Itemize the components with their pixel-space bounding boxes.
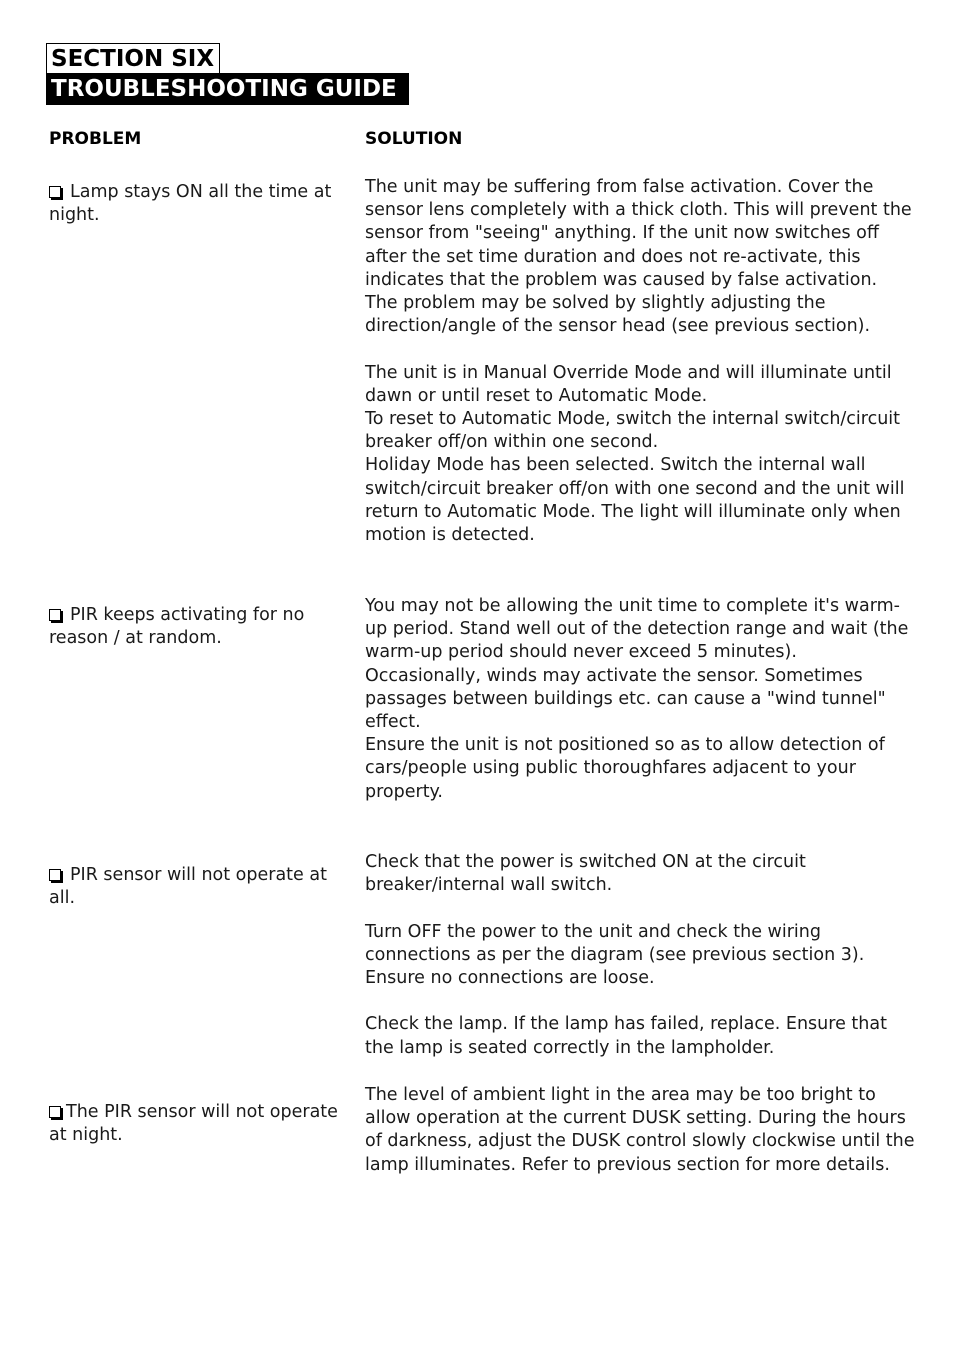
problem-text: Lamp stays ON all the time at night. — [49, 182, 332, 225]
checkbox-icon — [49, 869, 61, 881]
solution-column-header: SOLUTION — [365, 129, 463, 149]
solution-block — [365, 851, 915, 1060]
section-label: SECTION SIX — [46, 43, 220, 73]
problem-text: PIR keeps activating for no reason / at random. — [49, 605, 305, 648]
problem-item — [49, 604, 339, 650]
problem-item — [49, 864, 339, 910]
solution-paragraph: The unit may be suffering from false activation. Cover the sensor lens completely with a thick cloth. This will prevent the sensor from "seeing" anything. If the unit now switches off after the set time duration and does not re-activate, this indicates that the problem was caused by false activation. The problem may be solved by slightly adjusting the direction/angle of the sensor head (see previous section). — [365, 177, 912, 337]
solution-paragraph: Check the lamp. If the lamp has failed, replace. Ensure that the lamp is seated correctly in the lampholder. — [365, 1014, 887, 1058]
solution-paragraph: The level of ambient light in the area may be too bright to allow operation at the current DUSK setting. During the hours of darkness, adjust the DUSK control slowly clockwise until the lamp illuminates. Refer to previous section for more details. — [365, 1085, 915, 1175]
problem-item — [49, 1101, 339, 1147]
solution-paragraph: Turn OFF the power to the unit and check the wiring connections as per the diagram (see previous section 3). Ensure no connections are loose. — [365, 921, 865, 988]
problem-text: The PIR sensor will not operate at night. — [49, 1102, 338, 1145]
solution-paragraph: To reset to Automatic Mode, switch the internal switch/circuit breaker off/on within one second. — [365, 409, 901, 453]
solution-paragraph: Holiday Mode has been selected. Switch the internal wall switch/circuit breaker off/on with one second and the unit will return to Automatic Mode. The light will illuminate only when motion is detected. — [365, 455, 905, 546]
problem-text: PIR sensor will not operate at all. — [49, 865, 327, 908]
checkbox-icon — [49, 609, 61, 621]
checkbox-icon — [49, 186, 61, 198]
problem-column-header: PROBLEM — [49, 129, 142, 149]
solution-paragraph: Occasionally, winds may activate the sensor. Sometimes passages between buildings etc. can cause a "wind tunnel" effect. — [365, 665, 886, 733]
solution-block — [365, 176, 915, 547]
section-title: TROUBLESHOOTING GUIDE — [46, 73, 409, 105]
solution-paragraph: Ensure the unit is not positioned so as to allow detection of cars/people using public thoroughfares adjacent to your property. — [365, 735, 885, 802]
solution-paragraph: You may not be allowing the unit time to complete it's warm-up period. Stand well out of the detection range and wait (the warm-up period should never exceed 5 minutes). — [365, 596, 909, 663]
checkbox-icon — [49, 1106, 61, 1118]
solution-block — [365, 595, 915, 804]
solution-block — [365, 1084, 915, 1177]
solution-paragraph: Check that the power is switched ON at the circuit breaker/internal wall switch. — [365, 852, 806, 896]
solution-paragraph: The unit is in Manual Override Mode and will illuminate until dawn or until reset to Automatic Mode. — [365, 362, 892, 406]
problem-item — [49, 181, 339, 227]
section-heading — [46, 43, 409, 105]
